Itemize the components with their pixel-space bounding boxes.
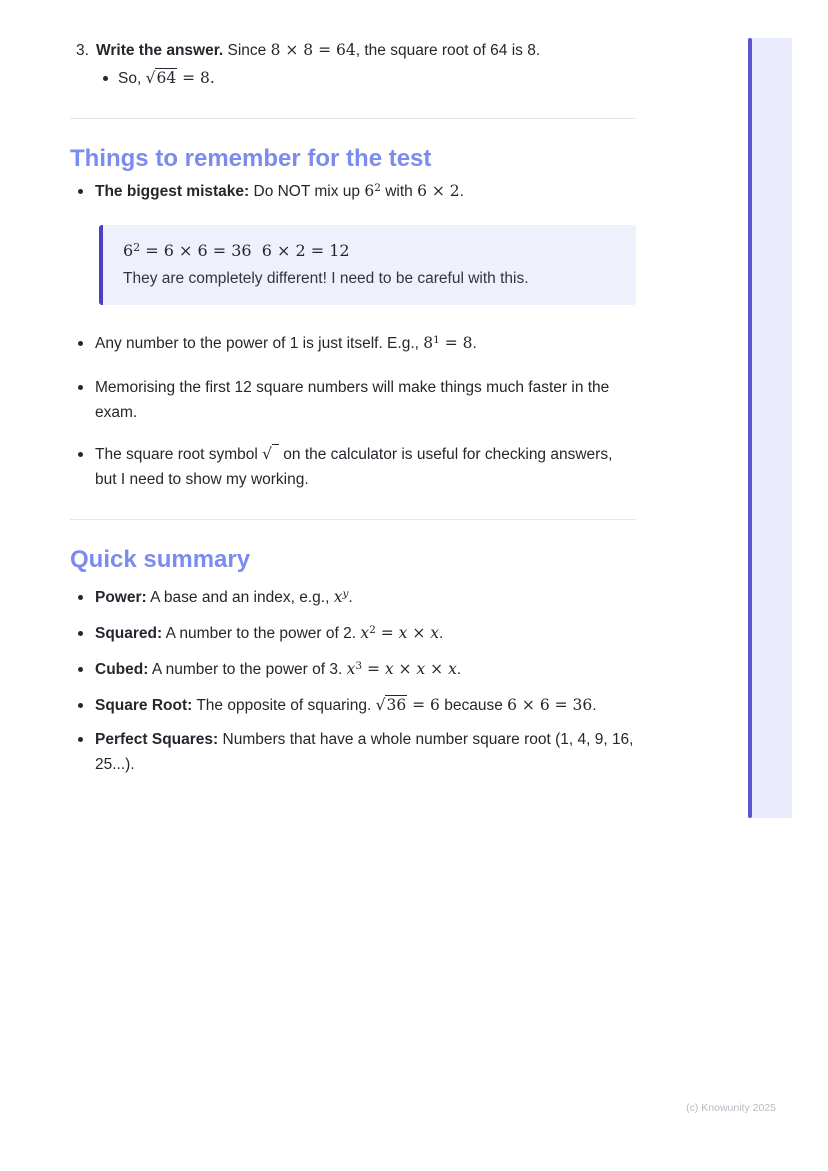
text-segment: y <box>342 588 349 601</box>
text-segment: x <box>346 660 356 678</box>
text-segment: Memorising the first 12 square numbers will make things much faster in the exam. <box>95 379 610 421</box>
text-segment: × <box>407 624 431 642</box>
sqrt-radical: √36 <box>375 696 407 714</box>
text-segment: 6 <box>123 241 134 260</box>
list-item-text <box>95 731 634 773</box>
step-number: 3. <box>76 42 89 59</box>
text-segment: Perfect Squares: <box>95 731 219 748</box>
step-sub-bullet <box>70 66 636 91</box>
list-item-text <box>95 589 353 606</box>
text-segment: = 8 <box>439 334 473 352</box>
text-segment: 1 <box>433 334 440 347</box>
text-segment: 8 <box>423 334 434 352</box>
list-item-cubed <box>70 657 636 684</box>
divider <box>70 519 636 520</box>
text-segment: So, <box>118 70 146 87</box>
numbered-step-3 <box>70 38 636 63</box>
scrollbar-track[interactable] <box>752 38 792 818</box>
text-segment: 6 × 6 = 36 <box>507 696 593 714</box>
text-segment: × <box>393 660 417 678</box>
text-segment: Write the answer. <box>96 42 224 59</box>
list-item-biggest-mistake <box>70 179 636 206</box>
summary-list <box>70 585 636 777</box>
divider <box>70 118 636 119</box>
text-segment: 8 × 8 = 64 <box>270 41 356 59</box>
text-segment: Numbers that have a whole number square root (1, 4, 9, 16, 25...). <box>95 731 634 773</box>
text-segment: x <box>398 624 408 642</box>
list-item-text <box>95 183 464 200</box>
text-segment: , the square root of 64 is 8. <box>355 42 541 59</box>
list-item-text <box>95 697 597 714</box>
text-segment: 3 <box>355 660 363 673</box>
text-segment: The opposite of squaring. <box>192 697 376 714</box>
list-item-power <box>70 585 636 612</box>
text-segment: = <box>362 660 385 678</box>
scrollbar-thumb[interactable] <box>748 38 752 818</box>
text-segment: Cubed: <box>95 661 149 678</box>
text-segment: . <box>472 335 477 352</box>
document-content <box>70 38 636 777</box>
text-segment: Any number to the power of 1 is just itself. E.g., <box>95 335 424 352</box>
list-item-text <box>95 335 477 352</box>
text-segment: on the calculator is useful for checking answers, but I need to show my working. <box>95 446 613 488</box>
list-item-text <box>95 379 609 421</box>
text-segment: 6 <box>364 182 375 200</box>
callout-box <box>99 225 636 305</box>
sqrt-radical: √64 <box>145 69 177 87</box>
text-segment: Since <box>223 42 271 59</box>
text-segment: The square root symbol <box>95 446 263 463</box>
text-segment: A number to the power of 3. <box>148 661 347 678</box>
list-item-calculator <box>70 442 636 492</box>
list-item-squared <box>70 621 636 648</box>
list-item-memorise <box>70 375 636 425</box>
text-segment: . <box>348 589 353 606</box>
text-segment: 6 × 2 <box>417 182 460 200</box>
callout-equations <box>123 238 616 266</box>
text-segment: Squared: <box>95 625 163 642</box>
text-segment: A number to the power of 2. <box>162 625 361 642</box>
section-heading-quick-summary: Quick summary <box>70 546 251 573</box>
text-segment: 2 <box>369 624 376 637</box>
text-segment: with <box>380 183 418 200</box>
sqrt-radical: √ <box>262 444 279 463</box>
text-segment: 2 <box>133 241 141 255</box>
sub-bullet-text <box>118 70 215 87</box>
text-segment: = 6 <box>407 696 440 714</box>
list-item-power-of-one <box>70 331 636 358</box>
text-segment: x <box>360 624 370 642</box>
text-segment: x <box>448 660 457 678</box>
step-text <box>96 42 540 59</box>
text-segment: because <box>439 697 508 714</box>
text-segment: Power: <box>95 589 147 606</box>
list-item-text <box>95 661 461 678</box>
text-segment: The biggest mistake: <box>95 183 250 200</box>
text-segment: A base and an index, e.g., <box>146 589 334 606</box>
text-segment: x <box>333 588 343 606</box>
text-segment: x <box>416 660 426 678</box>
text-segment: = 6 × 6 = 36 6 × 2 = 12 <box>140 241 350 260</box>
text-segment: Do NOT mix up <box>249 183 365 200</box>
text-segment: = 8. <box>177 69 215 87</box>
list-item-square-root <box>70 693 636 718</box>
copyright-text: (c) Knowunity 2025 <box>686 1102 776 1114</box>
text-segment: . <box>459 183 464 200</box>
list-item-text <box>95 625 443 642</box>
text-segment: . <box>592 697 597 714</box>
text-segment: . <box>439 625 444 642</box>
list-item-text <box>95 446 612 488</box>
text-segment: x <box>430 624 440 642</box>
text-segment: . <box>456 661 462 678</box>
text-segment: x <box>384 660 394 678</box>
text-segment: Square Root: <box>95 697 193 714</box>
section-heading-things-to-remember: Things to remember for the test <box>70 145 432 172</box>
text-segment: × <box>425 660 449 678</box>
callout-note <box>123 266 616 292</box>
text-segment: They are completely different! I need to be careful with this. <box>123 270 529 287</box>
text-segment: = <box>375 624 399 642</box>
text-segment: 2 <box>374 182 381 195</box>
list-item-perfect-squares <box>70 727 636 777</box>
